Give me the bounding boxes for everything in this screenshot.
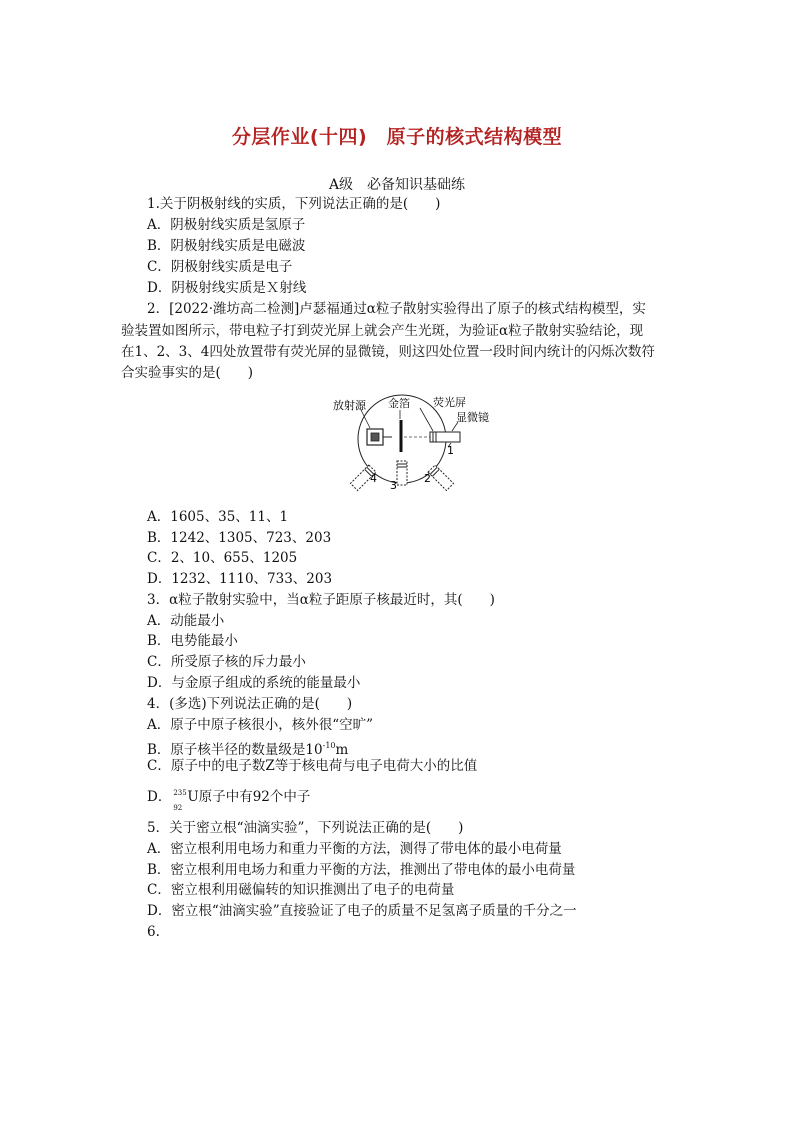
q2-option-b: B．1242、1305、723、203 (147, 530, 332, 546)
label-position-4: 4 (370, 472, 377, 485)
q5-stem: 5．关于密立根“油滴实验”，下列说法正确的是( ) (147, 820, 464, 836)
scattering-apparatus-diagram (330, 392, 500, 497)
q4-option-c: C．原子中的电子数Z等于核电荷与电子电荷大小的比值 (147, 758, 478, 774)
label-microscope: 显微镜 (456, 411, 489, 424)
q2-option-d: D．1232、1110、733、203 (147, 571, 333, 587)
label-position-3: 3 (390, 479, 397, 492)
q1-stem: 1.关于阴极射线的实质，下列说法正确的是( ) (147, 196, 441, 212)
q4-option-d-text: U原子中有92个中子 (187, 789, 311, 805)
microscope-3 (397, 461, 407, 485)
q2-line-1: 2．[2022·潍坊高二检测]卢瑟福通过α粒子散射实验得出了原子的核式结构模型，实 (147, 301, 646, 317)
q2-line-3: 在1、2、3、4四处放置带有荧光屏的显微镜，则这四处位置一段时间内统计的闪烁次数符 (121, 344, 655, 360)
q3-option-b: B．电势能最小 (147, 633, 238, 649)
q5-option-a: A．密立根利用电场力和重力平衡的方法，测得了带电体的最小电荷量 (147, 841, 562, 857)
q1-option-b: B．阴极射线实质是电磁波 (147, 238, 306, 254)
q3-option-d: D．与金原子组成的系统的能量最小 (147, 675, 361, 691)
label-foil: 金箔 (388, 397, 410, 410)
q3-stem: 3．α粒子散射实验中，当α粒子距原子核最近时，其( ) (147, 592, 495, 608)
microscope-1 (430, 432, 460, 442)
q5-option-b: B．密立根利用电场力和重力平衡的方法，推测出了带电体的最小电荷量 (147, 862, 576, 878)
q2-option-a: A．1605、35、11、1 (147, 509, 289, 525)
q4-option-b-text: B．原子核半径的数量级是10 (147, 742, 323, 758)
q3-option-c: C．所受原子核的斥力最小 (147, 654, 306, 670)
q2-line-4: 合实验事实的是( ) (121, 365, 254, 381)
q5-option-c: C．密立根利用磁偏转的知识推测出了电子的电荷量 (147, 882, 455, 898)
q5-option-d: D．密立根“油滴实验”直接验证了电子的质量不足氢离子质量的千分之一 (147, 903, 577, 919)
section-heading: A级 必备知识基础练 (328, 177, 466, 193)
isotope-atomic-number: 92 (173, 804, 183, 812)
q2-line-2: 验装置如图所示，带电粒子打到荧光屏上就会产生光斑，为验证α粒子散射实验结论，现 (121, 323, 644, 339)
label-screen: 荧光屏 (433, 396, 466, 409)
q4-option-d-prefix: D． (147, 789, 172, 805)
q1-option-a: A．阴极射线实质是氢原子 (147, 217, 306, 233)
q3-option-a: A．动能最小 (147, 613, 225, 629)
q1-option-c: C．阴极射线实质是电子 (147, 259, 293, 275)
q4-stem: 4．(多选)下列说法正确的是( ) (147, 696, 353, 712)
source-core (371, 433, 379, 441)
label-position-2: 2 (424, 472, 431, 485)
label-source: 放射源 (333, 399, 366, 412)
label-position-1: 1 (447, 444, 454, 457)
uranium-isotope (171, 787, 187, 812)
q6-label: 6. (147, 924, 160, 940)
q4-option-b-unit: m (335, 742, 349, 758)
page-title: 分层作业(十四) 原子的核式结构模型 (231, 126, 563, 148)
microscope-2 (428, 465, 453, 490)
q4-option-a: A．原子中原子核很小，核外很“空旷” (147, 717, 374, 733)
q2-option-c: C．2、10、655、1205 (147, 550, 298, 566)
q4-option-b-exponent: -10 (322, 741, 336, 750)
q4-option-d (147, 787, 311, 812)
q1-option-d: D．阴极射线实质是Ｘ射线 (147, 280, 307, 296)
isotope-mass-number: 235 (173, 789, 187, 797)
